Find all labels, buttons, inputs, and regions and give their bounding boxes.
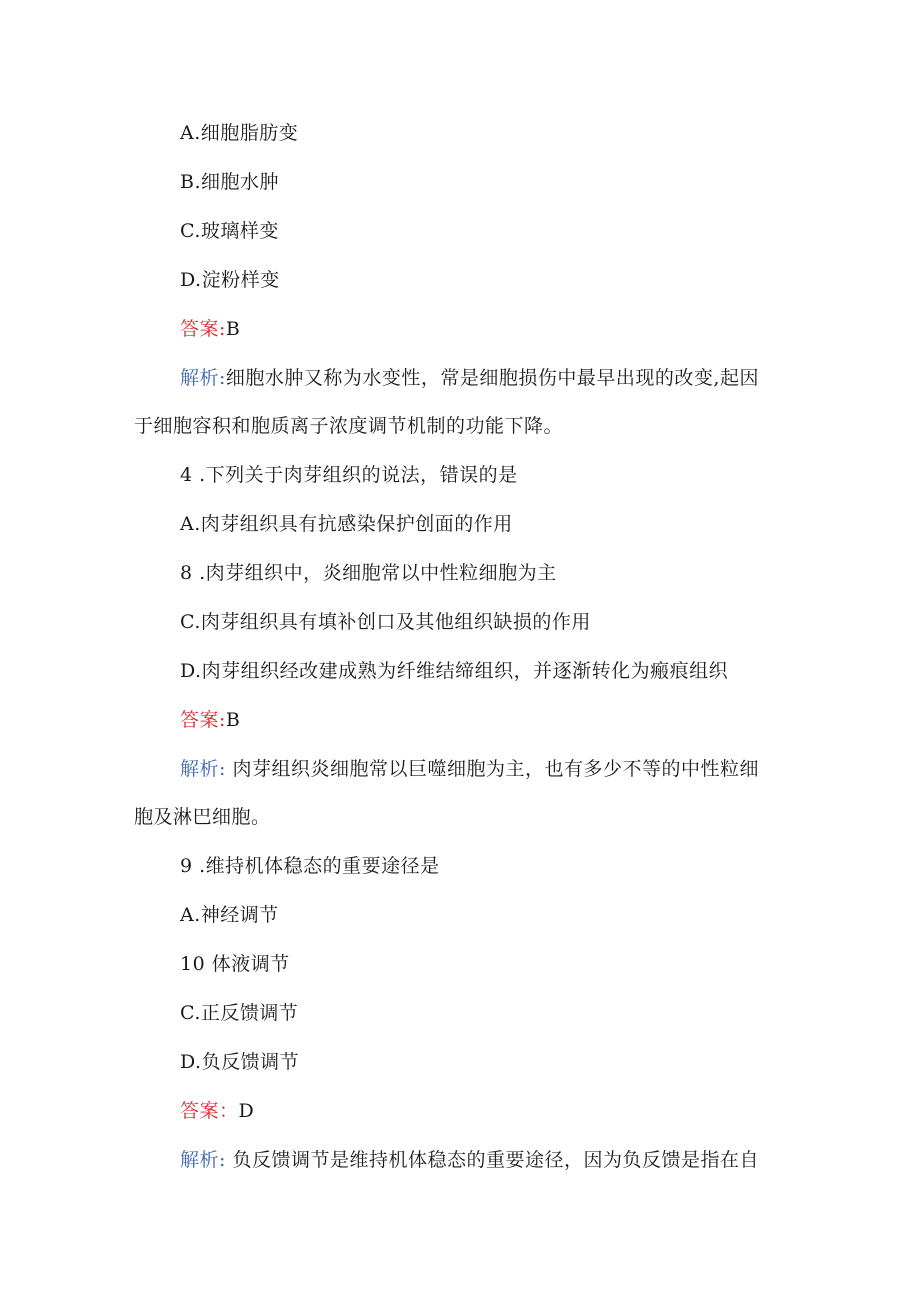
option-a: A.细胞脂肪变	[180, 122, 299, 144]
option-b: 10 体液调节	[180, 953, 290, 975]
explanation-label: 解析:	[180, 758, 226, 780]
explanation-text: 肉芽组织炎细胞常以巨噬细胞为主，也有多少不等的中性粒细	[225, 758, 759, 780]
option-b: 8 .肉芽组织中，炎细胞常以中性粒细胞为主	[180, 562, 557, 584]
option-c: C.肉芽组织具有填补创口及其他组织缺损的作用	[180, 611, 591, 633]
explanation-line	[180, 365, 759, 391]
explanation-line	[180, 1147, 759, 1173]
option-d: D.淀粉样变	[180, 269, 280, 291]
option-a: A.肉芽组织具有抗感染保护创面的作用	[180, 513, 513, 535]
option-a: A.神经调节	[180, 904, 279, 926]
option-d: D.负反馈调节	[180, 1051, 300, 1073]
explanation-text: 细胞水肿又称为水变性，常是细胞损伤中最早出现的改变,起因	[225, 367, 759, 389]
answer-line	[180, 1098, 254, 1124]
option-d: D.肉芽组织经改建成熟为纤维结缔组织，并逐渐转化为瘢痕组织	[180, 660, 729, 682]
explanation-text: 负反馈调节是维持机体稳态的重要途径，因为负反馈是指在自	[225, 1149, 759, 1171]
answer-line	[180, 316, 240, 342]
answer-value: B	[225, 709, 241, 731]
answer-line	[180, 707, 240, 733]
question-stem: 9 .维持机体稳态的重要途径是	[180, 855, 440, 877]
answer-label: 答案:	[180, 709, 226, 731]
answer-value: B	[225, 318, 241, 340]
explanation-line	[180, 756, 759, 782]
explanation-label: 解析:	[180, 367, 226, 389]
question-stem: 4 .下列关于肉芽组织的说法，错误的是	[180, 464, 518, 486]
answer-label: 答案：	[180, 1100, 239, 1122]
answer-label: 答案:	[180, 318, 226, 340]
option-c: C.玻璃样变	[180, 220, 279, 242]
explanation-label: 解析:	[180, 1149, 226, 1171]
option-b: B.细胞水肿	[180, 171, 280, 193]
explanation-continuation: 胞及淋巴细胞。	[134, 806, 271, 828]
answer-value: D	[238, 1100, 255, 1122]
option-c: C.正反馈调节	[180, 1002, 299, 1024]
explanation-continuation: 于细胞容积和胞质离子浓度调节机制的功能下降。	[134, 415, 564, 437]
